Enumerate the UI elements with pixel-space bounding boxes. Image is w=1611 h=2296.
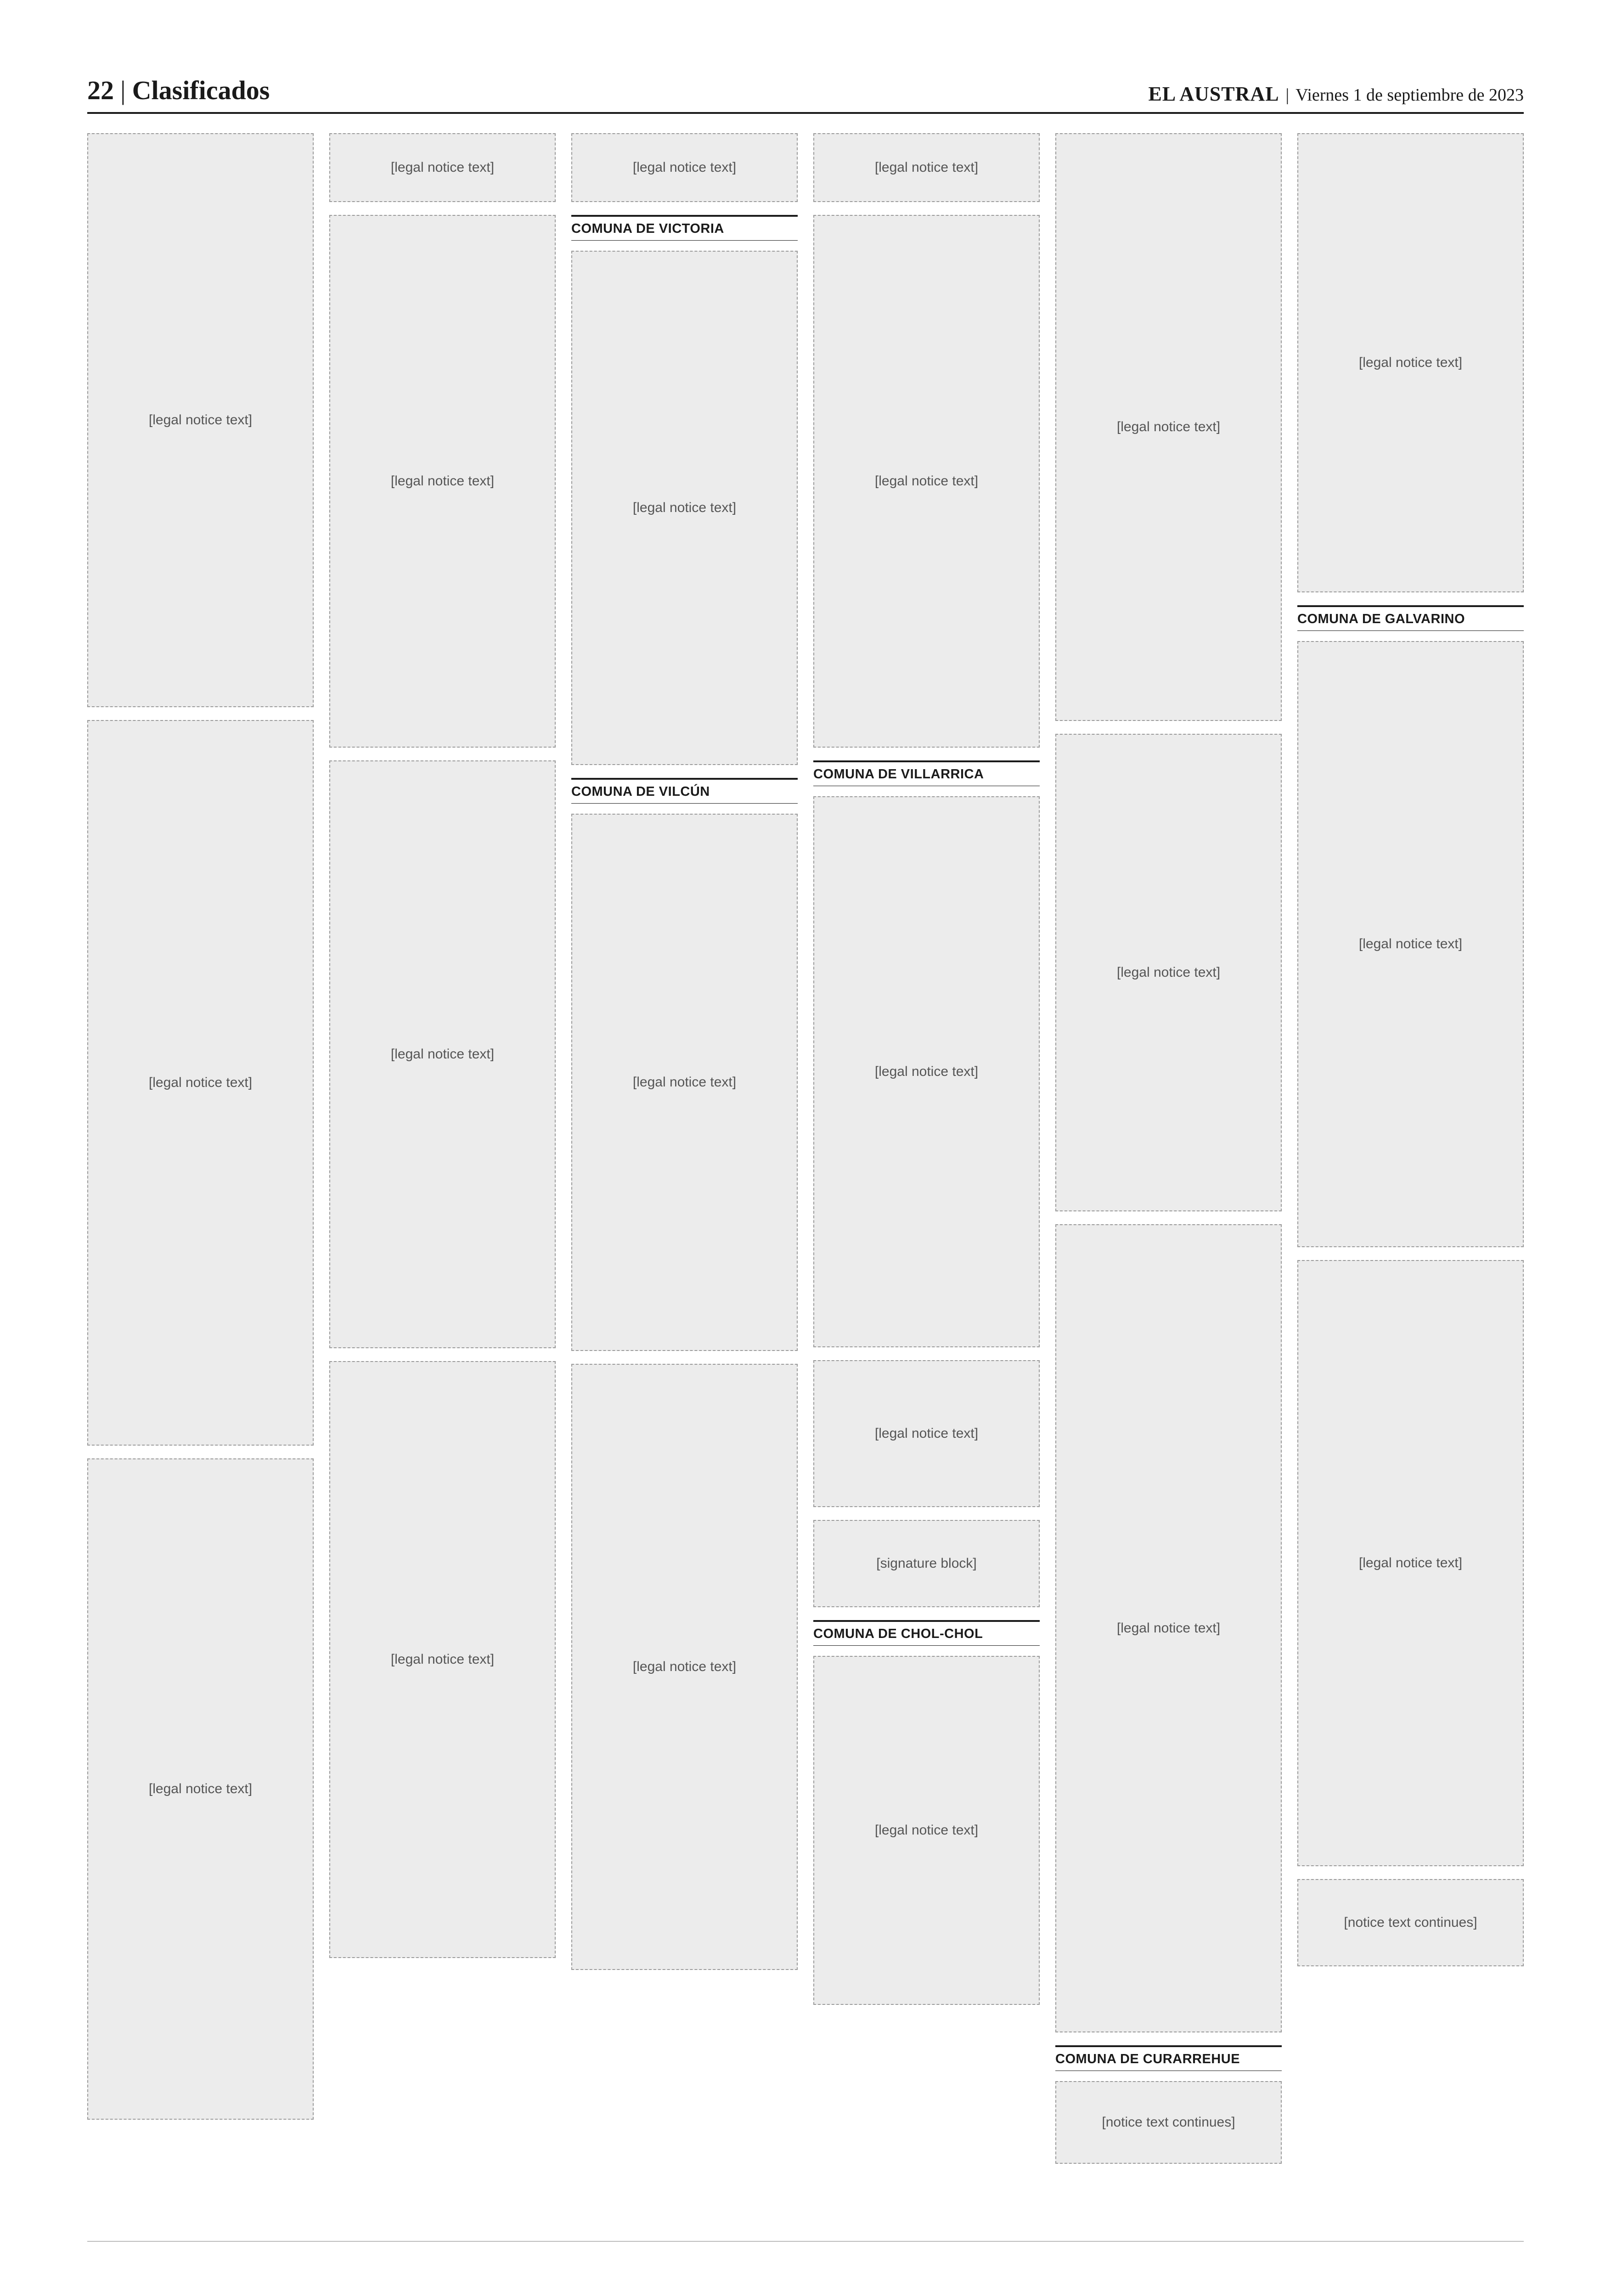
section-title: Clasificados <box>132 75 270 105</box>
column-5 <box>1055 133 1282 2296</box>
column-3 <box>571 133 798 2296</box>
section-heading-vilcun: COMUNA DE VILCÚN <box>571 778 798 804</box>
legal-notice: [legal notice text] <box>813 1656 1040 2005</box>
legal-notice: [legal notice text] <box>87 1458 314 2120</box>
legal-notice: [legal notice text] <box>813 1360 1040 1507</box>
newspaper-name: EL AUSTRAL <box>1148 83 1279 105</box>
legal-notice: [legal notice text] <box>1297 641 1524 1247</box>
legal-notice: [legal notice text] <box>1297 1260 1524 1866</box>
legal-notice: [legal notice text] <box>1055 133 1282 721</box>
header-right <box>1148 82 1524 106</box>
section-heading-galvarino: COMUNA DE GALVARINO <box>1297 605 1524 631</box>
section-heading-villarrica: COMUNA DE VILLARRICA <box>813 760 1040 786</box>
publication-date: Viernes 1 de septiembre de 2023 <box>1296 85 1524 105</box>
bottom-rule <box>87 2241 1524 2242</box>
legal-notice: [legal notice text] <box>329 133 556 202</box>
legal-notice: [legal notice text] <box>571 814 798 1351</box>
legal-notice: [legal notice text] <box>1055 1224 1282 2032</box>
section-heading-victoria: COMUNA DE VICTORIA <box>571 215 798 241</box>
legal-notice: [legal notice text] <box>571 133 798 202</box>
legal-notice: [legal notice text] <box>1055 734 1282 1211</box>
legal-notice: [legal notice text] <box>87 720 314 1446</box>
column-6 <box>1297 133 1524 2296</box>
notice-start: [notice text continues] <box>1297 1879 1524 1966</box>
page-header <box>87 55 1524 114</box>
legal-notice: [legal notice text] <box>1297 133 1524 592</box>
signature-block: [signature block] <box>813 1520 1040 1607</box>
section-heading-cholchol: COMUNA DE CHOL-CHOL <box>813 1620 1040 1646</box>
legal-notice: [legal notice text] <box>329 760 556 1348</box>
legal-notice: [legal notice text] <box>87 133 314 707</box>
page-number: 22 <box>87 75 114 105</box>
column-4 <box>813 133 1040 2296</box>
notice-start: [notice text continues] <box>1055 2081 1282 2164</box>
legal-notice: [legal notice text] <box>813 796 1040 1347</box>
legal-notice: [legal notice text] <box>329 1361 556 1958</box>
legal-notice: [legal notice text] <box>813 215 1040 748</box>
date-separator: | <box>1285 85 1290 105</box>
header-separator: | <box>120 75 126 105</box>
legal-notice: [legal notice text] <box>813 133 1040 202</box>
column-1 <box>87 133 314 2296</box>
column-2 <box>329 133 556 2296</box>
legal-notice: [legal notice text] <box>329 215 556 748</box>
section-heading-curarrehue: COMUNA DE CURARREHUE <box>1055 2045 1282 2071</box>
legal-notice: [legal notice text] <box>571 251 798 765</box>
legal-notice: [legal notice text] <box>571 1364 798 1970</box>
classifieds-columns <box>87 133 1524 2296</box>
header-left <box>87 75 270 106</box>
